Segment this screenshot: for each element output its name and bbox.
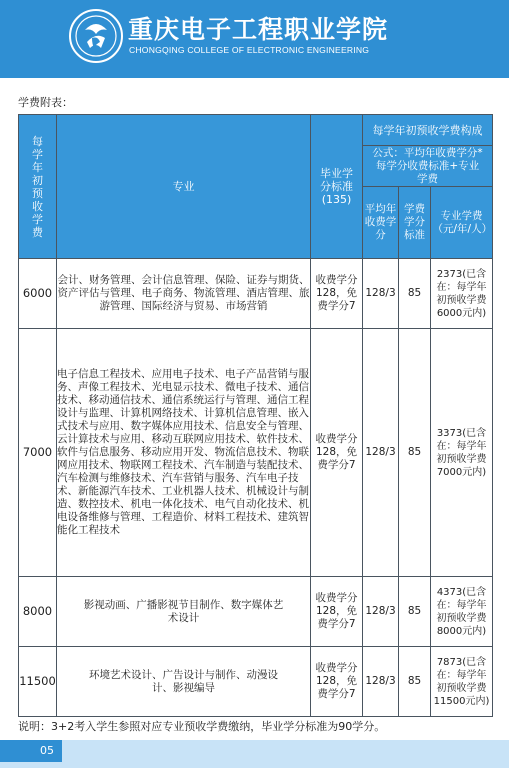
major-cell: 电子信息工程技术、应用电子技术、电子产品营销与服务、声像工程技术、光电显示技术、微电子技术、通信技术、移动通信技术、通信系统运行与管理、通信工程设计与监理、计算机网络技术、计算机信息管理、嵌入式技术与应用、数字媒体应用技术、信息安全与管理、云计算技术与应用、移动互联网应用技术、软件技术、软件与信息服务、移动应用开发、物流信息技术、物联网应用技术、物联网工程技术、汽车制造与装配技术、汽车检测与维修技术、汽车营销与服务、汽车电子技术、新能源汽车技术、工业机器人技术、机械设计与制造、数控技术、机电一体化技术、电气自动化技术、机电设备维修与管理、工程造价、材料工程技术、建筑智能化工程技术 xyxy=(57,329,311,577)
credits-cell: 收费学分128，免费学分7 xyxy=(311,259,363,329)
header-major-fee: 专业学费（元/年/人） xyxy=(431,187,493,259)
major-fee-cell: 7873(已含在：每学年初预收学费11500元内) xyxy=(431,647,493,717)
page-footer xyxy=(0,740,509,768)
prepay-cell: 6000 xyxy=(19,259,57,329)
avg-credits-cell: 128/3 xyxy=(363,259,399,329)
credits-cell: 收费学分128，免费学分7 xyxy=(311,329,363,577)
credits-cell: 收费学分128，免费学分7 xyxy=(311,577,363,647)
table-row xyxy=(19,329,493,577)
major-cell: 会计、财务管理、会计信息管理、保险、证券与期货、资产评估与管理、电子商务、物流管理、酒店管理、旅游管理、国际经济与贸易、市场营销 xyxy=(57,259,311,329)
avg-credits-cell: 128/3 xyxy=(363,647,399,717)
avg-credits-cell: 128/3 xyxy=(363,329,399,577)
footnote: 说明：3+2考入学生参照对应专业预收学费缴纳，毕业学分标准为90学分。 xyxy=(18,720,386,733)
school-name-english: CHONGQING COLLEGE OF ELECTRONIC ENGINEERING xyxy=(129,45,370,55)
header-prepay: 每学年初预收学费 xyxy=(19,115,57,259)
major-cell: 环境艺术设计、广告设计与制作、动漫设计、影视编导 xyxy=(57,647,311,717)
header-composition: 每学年初预收学费构成 xyxy=(363,115,493,146)
avg-credits-cell: 128/3 xyxy=(363,577,399,647)
major-fee-cell: 3373(已含在：每学年初预收学费7000元内) xyxy=(431,329,493,577)
page-number: 05 xyxy=(0,740,62,762)
school-emblem-icon xyxy=(68,8,124,64)
header-major: 专业 xyxy=(57,115,311,259)
major-cell: 影视动画、广播影视节目制作、数字媒体艺术设计 xyxy=(57,577,311,647)
header-formula: 公式：平均年收费学分*每学分收费标准+专业学费 xyxy=(363,146,493,187)
school-name-chinese: 重庆电子工程职业学院 xyxy=(128,15,389,44)
major-fee-cell: 2373(已含在：每学年初预收学费6000元内) xyxy=(431,259,493,329)
credit-std-cell: 85 xyxy=(399,259,431,329)
table-row xyxy=(19,259,493,329)
header-credit-fee: 学费学分标准 xyxy=(399,187,431,259)
header-avg-credits: 平均年收费学分 xyxy=(363,187,399,259)
major-fee-cell: 4373(已含在：每学年初预收学费8000元内) xyxy=(431,577,493,647)
credits-cell: 收费学分128，免费学分7 xyxy=(311,647,363,717)
credit-std-cell: 85 xyxy=(399,329,431,577)
fee-table xyxy=(18,114,493,717)
prepay-cell: 7000 xyxy=(19,329,57,577)
credit-std-cell: 85 xyxy=(399,577,431,647)
table-caption: 学费附表： xyxy=(18,96,73,109)
credit-std-cell: 85 xyxy=(399,647,431,717)
prepay-cell: 11500 xyxy=(19,647,57,717)
page-header xyxy=(0,0,509,78)
header-credits: 毕业学分标准(135) xyxy=(311,115,363,259)
table-row xyxy=(19,577,493,647)
prepay-cell: 8000 xyxy=(19,577,57,647)
table-row xyxy=(19,647,493,717)
